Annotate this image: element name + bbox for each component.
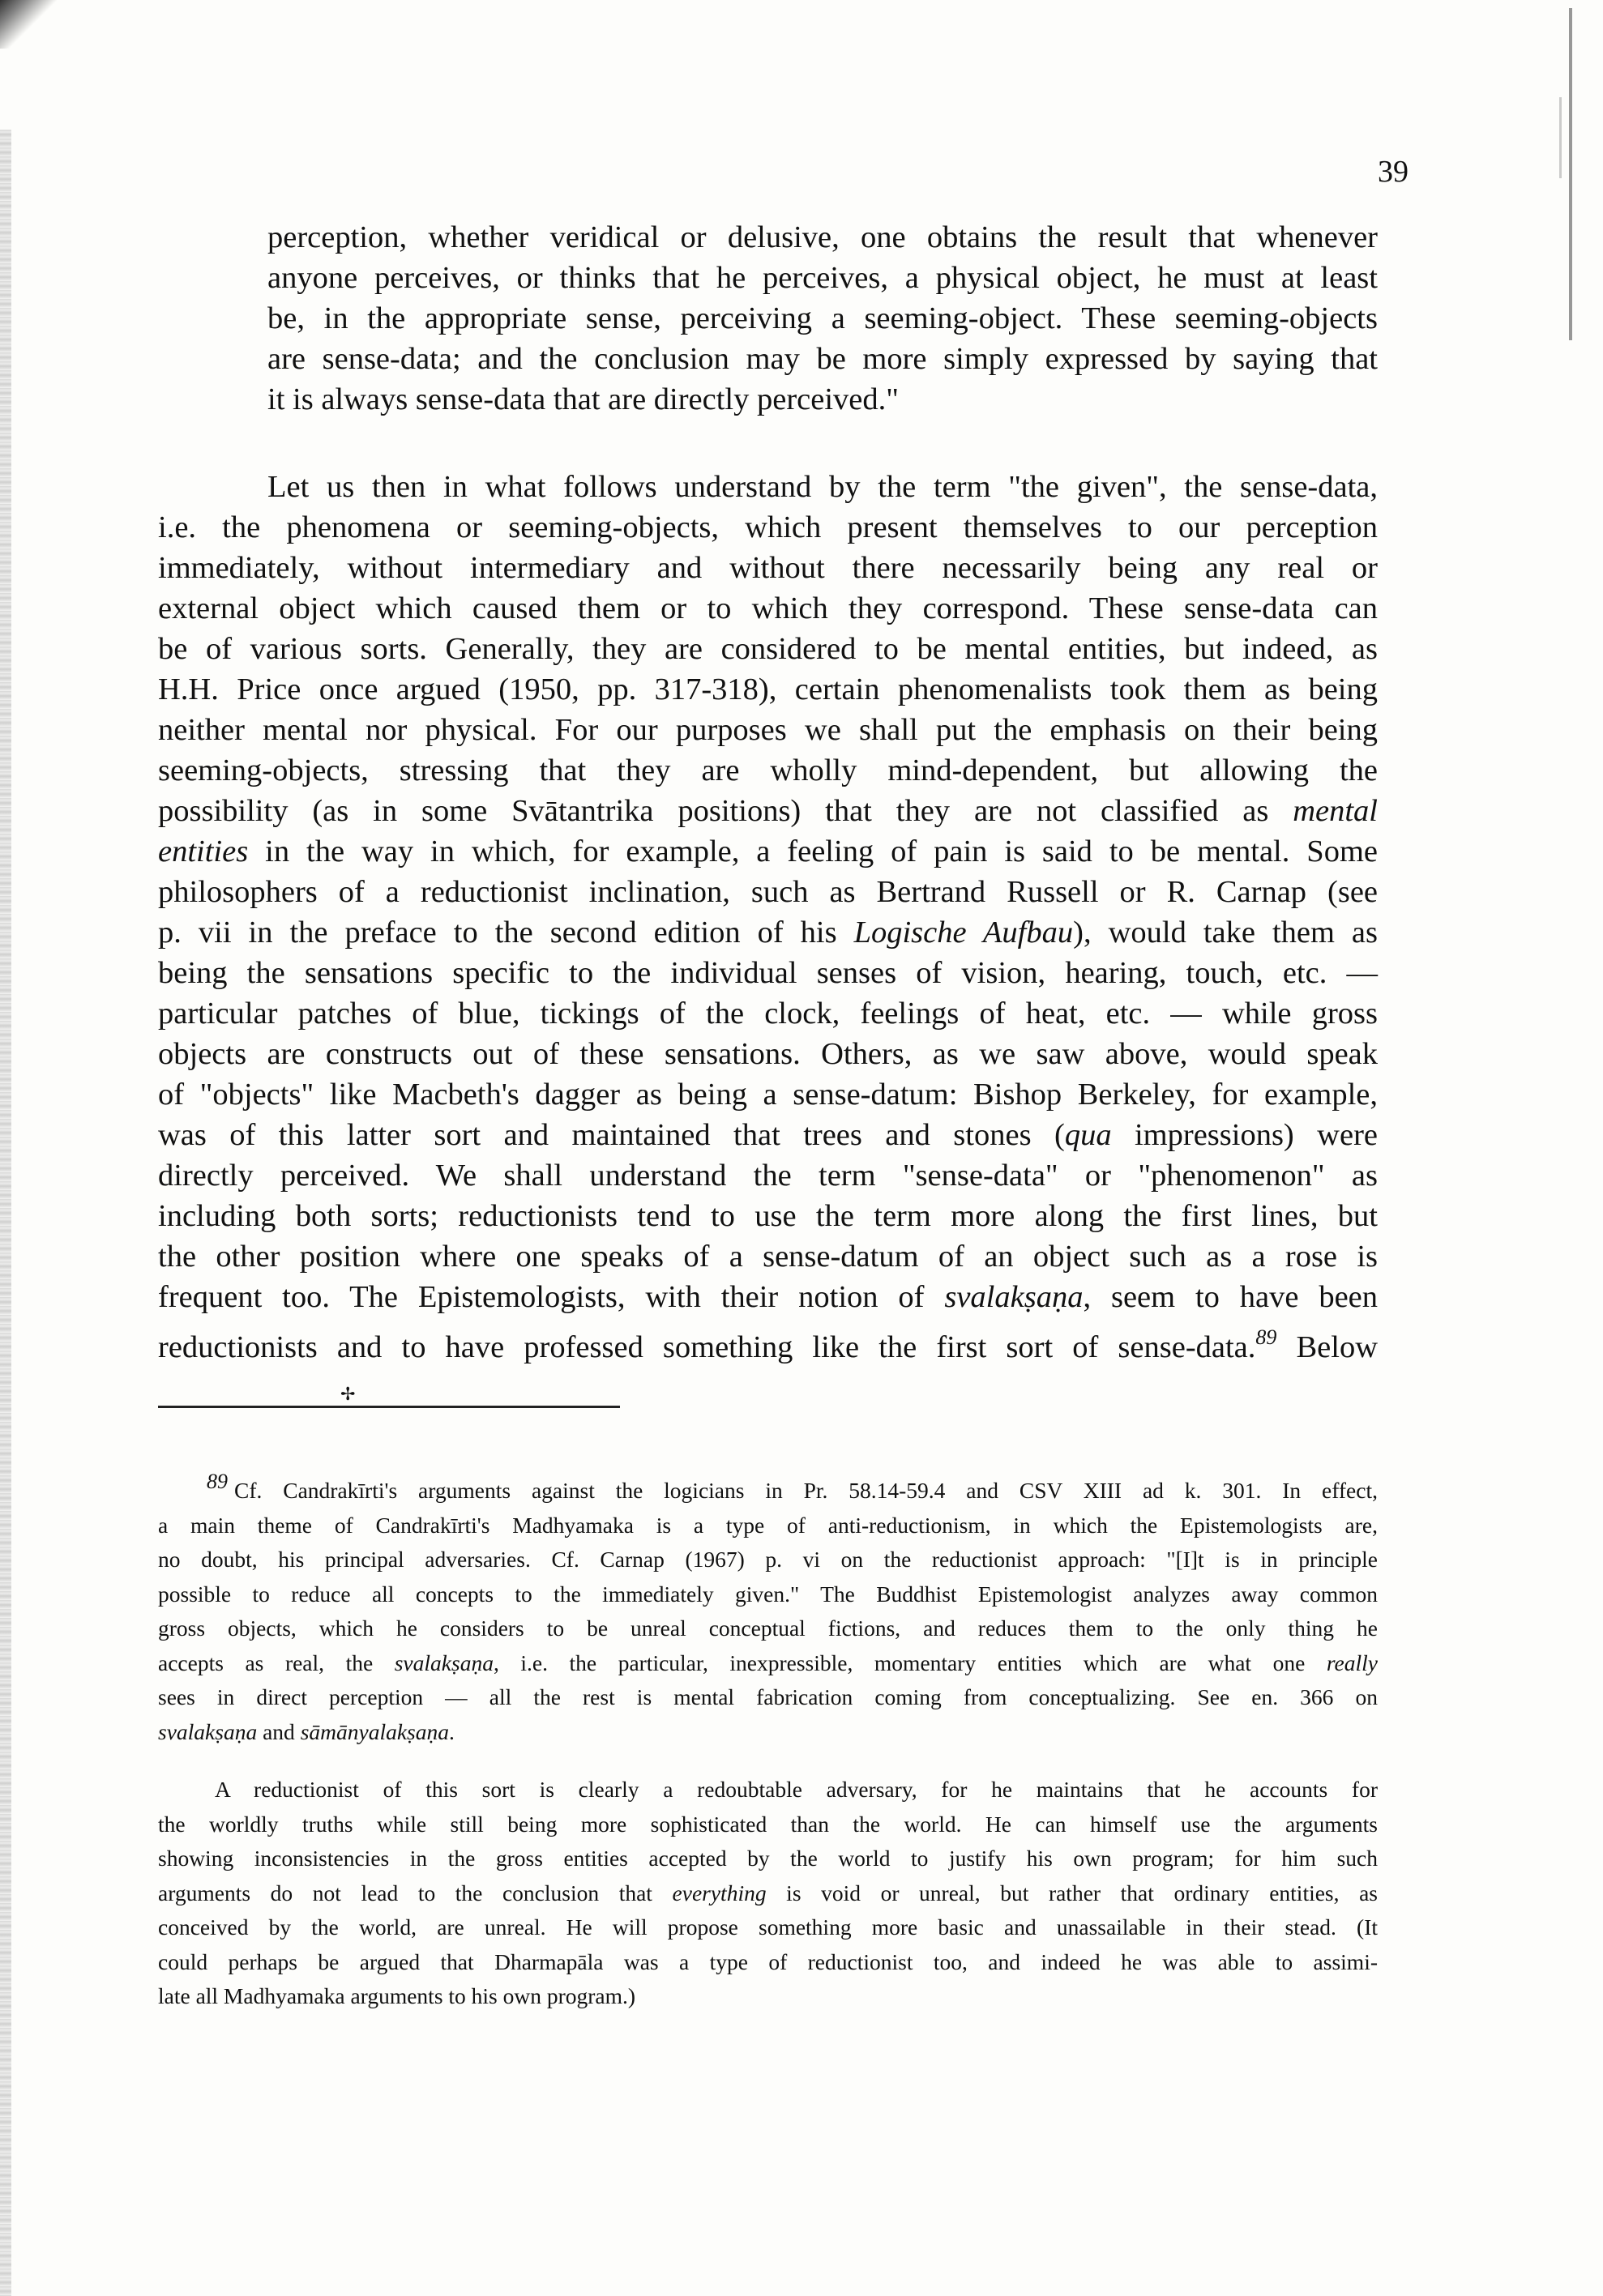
text-line: neither mental nor physical. For our purposes we shall put the emphasis on their being	[158, 713, 1378, 747]
text-line: arguments do not lead to the conclusion that everything is void or unreal, but rather that ordinary entities, as	[158, 1880, 1378, 1906]
text-line: philosophers of a reductionist inclination, such as Bertrand Russell or R. Carnap (see	[158, 875, 1378, 909]
main-paragraph	[158, 467, 1378, 1368]
emphasis: everything	[672, 1880, 767, 1906]
text-line: be, in the appropriate sense, perceiving a seeming-object. These seeming-objects	[267, 301, 1378, 335]
text-line: external object which caused them or to which they correspond. These sense-data can	[158, 591, 1378, 625]
text-line: directly perceived. We shall understand the term "sense-data" or "phenomenon" as	[158, 1159, 1378, 1193]
text-line: accepts as real, the svalakṣaṇa, i.e. the particular, inexpressible, momentary entities which are what one really	[158, 1649, 1378, 1675]
scan-corner-shadow	[0, 0, 57, 49]
text-line: 89 Cf. Candrakīrti's arguments against the logicians in Pr. 58.14-59.4 and CSV XIII ad k. 301. In effect,	[207, 1470, 1378, 1503]
text-line: possible to reduce all concepts to the immediately given." The Buddhist Epistemologist analyzes away common	[158, 1581, 1378, 1607]
emphasis: qua	[1064, 1118, 1112, 1152]
page-number: 39	[1378, 155, 1409, 189]
text-line: possibility (as in some Svātantrika positions) that they are not classified as mental	[158, 794, 1379, 828]
text-line: the worldly truths while still being more sophisticated than the world. He can himself use the arguments	[158, 1811, 1378, 1837]
emphasis: mental	[1293, 794, 1379, 828]
text-line: including both sorts; reductionists tend to use the term more along the first lines, but	[158, 1199, 1378, 1233]
scan-right-edge	[1569, 8, 1572, 340]
scan-left-edge	[0, 130, 11, 2296]
text-line: was of this latter sort and maintained that trees and stones (qua impressions) were	[158, 1118, 1378, 1152]
text-line: H.H. Price once argued (1950, pp. 317-318), certain phenomenalists took them as being	[158, 672, 1378, 706]
text-line: immediately, without intermediary and without there necessarily being any real or	[158, 551, 1378, 585]
sanskrit-term: sāmānyalakṣaṇa	[300, 1718, 450, 1744]
text-line: of "objects" like Macbeth's dagger as being a sense-datum: Bishop Berkeley, for example,	[158, 1078, 1378, 1112]
emphasis: really	[1326, 1649, 1378, 1675]
stray-ink-mark: ✢	[340, 1384, 356, 1404]
footnote-reference[interactable]: 89	[1255, 1325, 1277, 1349]
text-line: objects are constructs out of these sensations. Others, as we saw above, would speak	[158, 1037, 1378, 1071]
text-line: i.e. the phenomena or seeming-objects, which present themselves to our perception	[158, 510, 1378, 544]
text-line: reductionists and to have professed something like the first sort of sense-data.$^{89}$ Below	[158, 1325, 1378, 1364]
text-line: the other position where one speaks of a sense-datum of an object such as a rose is	[158, 1240, 1378, 1274]
footnote	[158, 1465, 1378, 1749]
scan-right-edge-mark	[1559, 97, 1562, 178]
text-line: sees in direct perception — all the rest is mental fabrication coming from conceptualizing. See en. 366 on	[158, 1684, 1378, 1709]
sanskrit-term: svalakṣaṇa	[158, 1718, 258, 1744]
footnote-continuation	[158, 1773, 1378, 2014]
text-line: conceived by the world, are unreal. He will propose something more basic and unassailable in their stead. (It	[158, 1914, 1378, 1940]
text-line: frequent too. The Epistemologists, with their notion of svalakṣaṇa, seem to have been	[158, 1280, 1378, 1314]
text-line: anyone perceives, or thinks that he perceives, a physical object, he must at least	[267, 261, 1378, 295]
text-line: being the sensations specific to the individual senses of vision, hearing, touch, etc. —	[158, 956, 1378, 990]
text-line: showing inconsistencies in the gross entities accepted by the world to justify his own program; for him such	[158, 1846, 1378, 1871]
footnote-marker: 89	[207, 1470, 228, 1493]
text-line: be of various sorts. Generally, they are considered to be mental entities, but indeed, as	[158, 632, 1378, 666]
text-line: svalakṣaṇa and sāmānyalakṣaṇa.	[158, 1718, 455, 1744]
quote-continuation	[267, 217, 1378, 420]
footnote-separator	[158, 1406, 620, 1408]
sanskrit-term: svalakṣaṇa	[944, 1280, 1084, 1314]
emphasis: entities	[158, 834, 249, 868]
text-line: gross objects, which he considers to be unreal conceptual fictions, and reduces them to the only thing he	[158, 1615, 1378, 1641]
text-line: perception, whether veridical or delusive, one obtains the result that whenever	[267, 220, 1378, 254]
text-line: p. vii in the preface to the second edition of his Logische Aufbau), would take them as	[158, 915, 1378, 950]
text-line: a main theme of Candrakīrti's Madhyamaka is a type of anti-reductionism, in which the Epistemologists are,	[158, 1512, 1378, 1538]
text-line: no doubt, his principal adversaries. Cf. Carnap (1967) p. vi on the reductionist approach: "[I]t is in principle	[158, 1547, 1378, 1572]
text-line: it is always sense-data that are directly perceived."	[267, 382, 899, 416]
book-title: Logische Aufbau	[853, 915, 1074, 950]
text-line: entities in the way in which, for example, a feeling of pain is said to be mental. Some	[158, 834, 1378, 868]
text-line: particular patches of blue, tickings of the clock, feelings of heat, etc. — while gross	[158, 996, 1378, 1031]
text-line: Let us then in what follows understand by the term "the given", the sense-data,	[267, 470, 1378, 504]
text-line: are sense-data; and the conclusion may be more simply expressed by saying that	[267, 342, 1378, 376]
text-line: could perhaps be argued that Dharmapāla was a type of reductionist too, and indeed he was able to assimi-	[158, 1948, 1378, 1974]
sanskrit-term: svalakṣaṇa	[394, 1649, 494, 1675]
text-line: A reductionist of this sort is clearly a redoubtable adversary, for he maintains that he accounts for	[215, 1777, 1378, 1802]
text-line: late all Madhyamaka arguments to his own program.)	[158, 1983, 636, 2008]
text-line: seeming-objects, stressing that they are wholly mind-dependent, but allowing the	[158, 753, 1378, 787]
